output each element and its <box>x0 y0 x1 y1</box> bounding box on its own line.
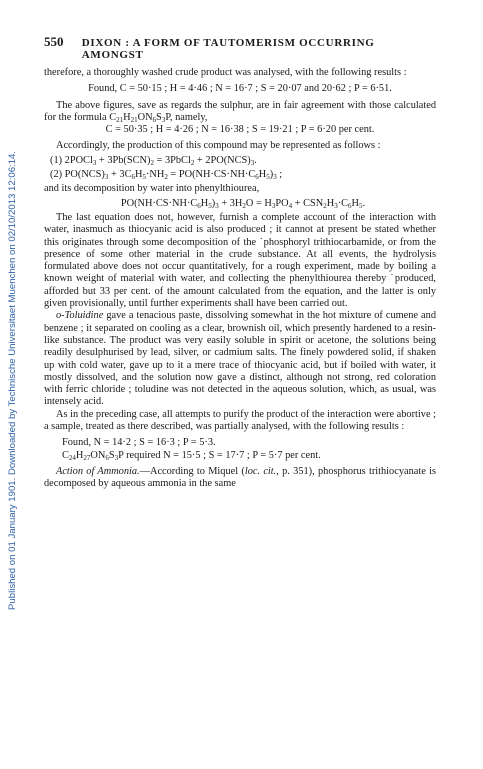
found-result-2: Found, N = 14·2 ; S = 16·3 ; P = 5·3. <box>62 437 216 449</box>
found-result-1: Found, C = 50·15 ; H = 4·46 ; N = 16·7 ; S = 20·07 and 20·62 ; P = 6·51. <box>88 83 392 95</box>
paragraph-ammonia: Action of Ammonia.—According to Miquel (loc. cit., p. 351), phosphorus trithiocyanate is decomposed by aqueous ammonia in the same <box>44 465 436 490</box>
paragraph-last-equation: The last equation does not, however, furnish a complete account of the interaction with water, inasmuch as thiocyanic acid is also produced ; it cannot at present be stated whether this originates through some decomposition of the ˙phosphoryl trithiocarbamide, or from the presence of some other material in the crude substance. At all events, the hydrolysis formulated above does not occur quantitatively, for a rough experiment, made by boiling a known weight of material with water, and collecting the phenylthiourea thereby ˙produced, afforded but 33 per cent. of the amount calculated from the equation, and the latter is only given provisionally, until further experiments shall have been carried out. <box>44 211 436 310</box>
paragraph-accordingly: Accordingly, the production of this compound may be represented as follows : <box>56 140 381 152</box>
paragraph-intro: therefore, a thoroughly washed crude product was analysed, with the following results : <box>44 67 407 78</box>
calculated-result-2: $C_{24}H_{27}ON_6S_3P$ required N = 15·5 ; S = 17·7 ; P = 5·7 per cent. <box>62 449 321 462</box>
calculated-result-1: C = 50·35 ; H = 4·26 ; N = 16·38 ; S = 19·21 ; P = 6·20 per cent. <box>105 124 375 136</box>
paragraph-preceding-case: As in the preceding case, all attempts to purify the product of the interaction were abortive ; a sample, treated as there described, was partially analysed, with the following results : <box>44 408 437 433</box>
download-watermark: Published on 01 January 1901. Downloaded by Technische Universitaet Muenchen on 02/10/2013 12:06:14. <box>7 150 18 610</box>
paragraph-decomposition: and its decomposition by water into phenylthiourea, <box>44 183 260 195</box>
page-body <box>44 34 436 491</box>
running-title: DIXON : A FORM OF TAUTOMERISM OCCURRING AMONGST <box>81 37 375 61</box>
page-header <box>44 34 436 61</box>
paragraph-formula: The above figures, save as regards the sulphur, are in fair agreement with those calculated for the formula $C_{21}H_{21}ON_6S_3P$, namely, <box>44 99 436 124</box>
equation-3: $PO(NH\cdot CS\cdot NH\cdot C_6H_5)_3 + 3H_2O = H_3PO_4 + CSN_2H_3\cdot C_6H_5$. <box>120 197 366 210</box>
paragraph-toluidine: o-Toluidine gave a tenacious paste, dissolving somewhat in the hot mixture of cumene and benzene ; it separated on cooling as a clear, brownish oil, which presently hardened to a resin-like substance. The product was very easily soluble in spirit or acetone, the solutions being readily desulphurised by lead, silver, or cadmium salts. The finely powdered solid, if shaken up with cold water, gave up to it a mere trace of thiocyanic acid, but if boiled with water, it mostly dissolved, and the solution now gave a distinct, although not strong, red coloration with ferric chloride ; toludine was not detected in the aqueous solution, which, as usual, was intensely acid. <box>44 310 436 408</box>
page-number: 550 <box>44 34 64 49</box>
equation-2: (2) $PO(NCS)_3 + 3C_6H_5\cdot NH_2 = PO(NH\cdot CS\cdot NH\cdot C_6H_5)_3$ ; <box>50 169 283 182</box>
equation-1: (1) 2POCl$_3$ + $3Pb(SCN)_2$ = 3PbCl$_2$ + $2PO(NCS)_3$. <box>50 154 257 167</box>
